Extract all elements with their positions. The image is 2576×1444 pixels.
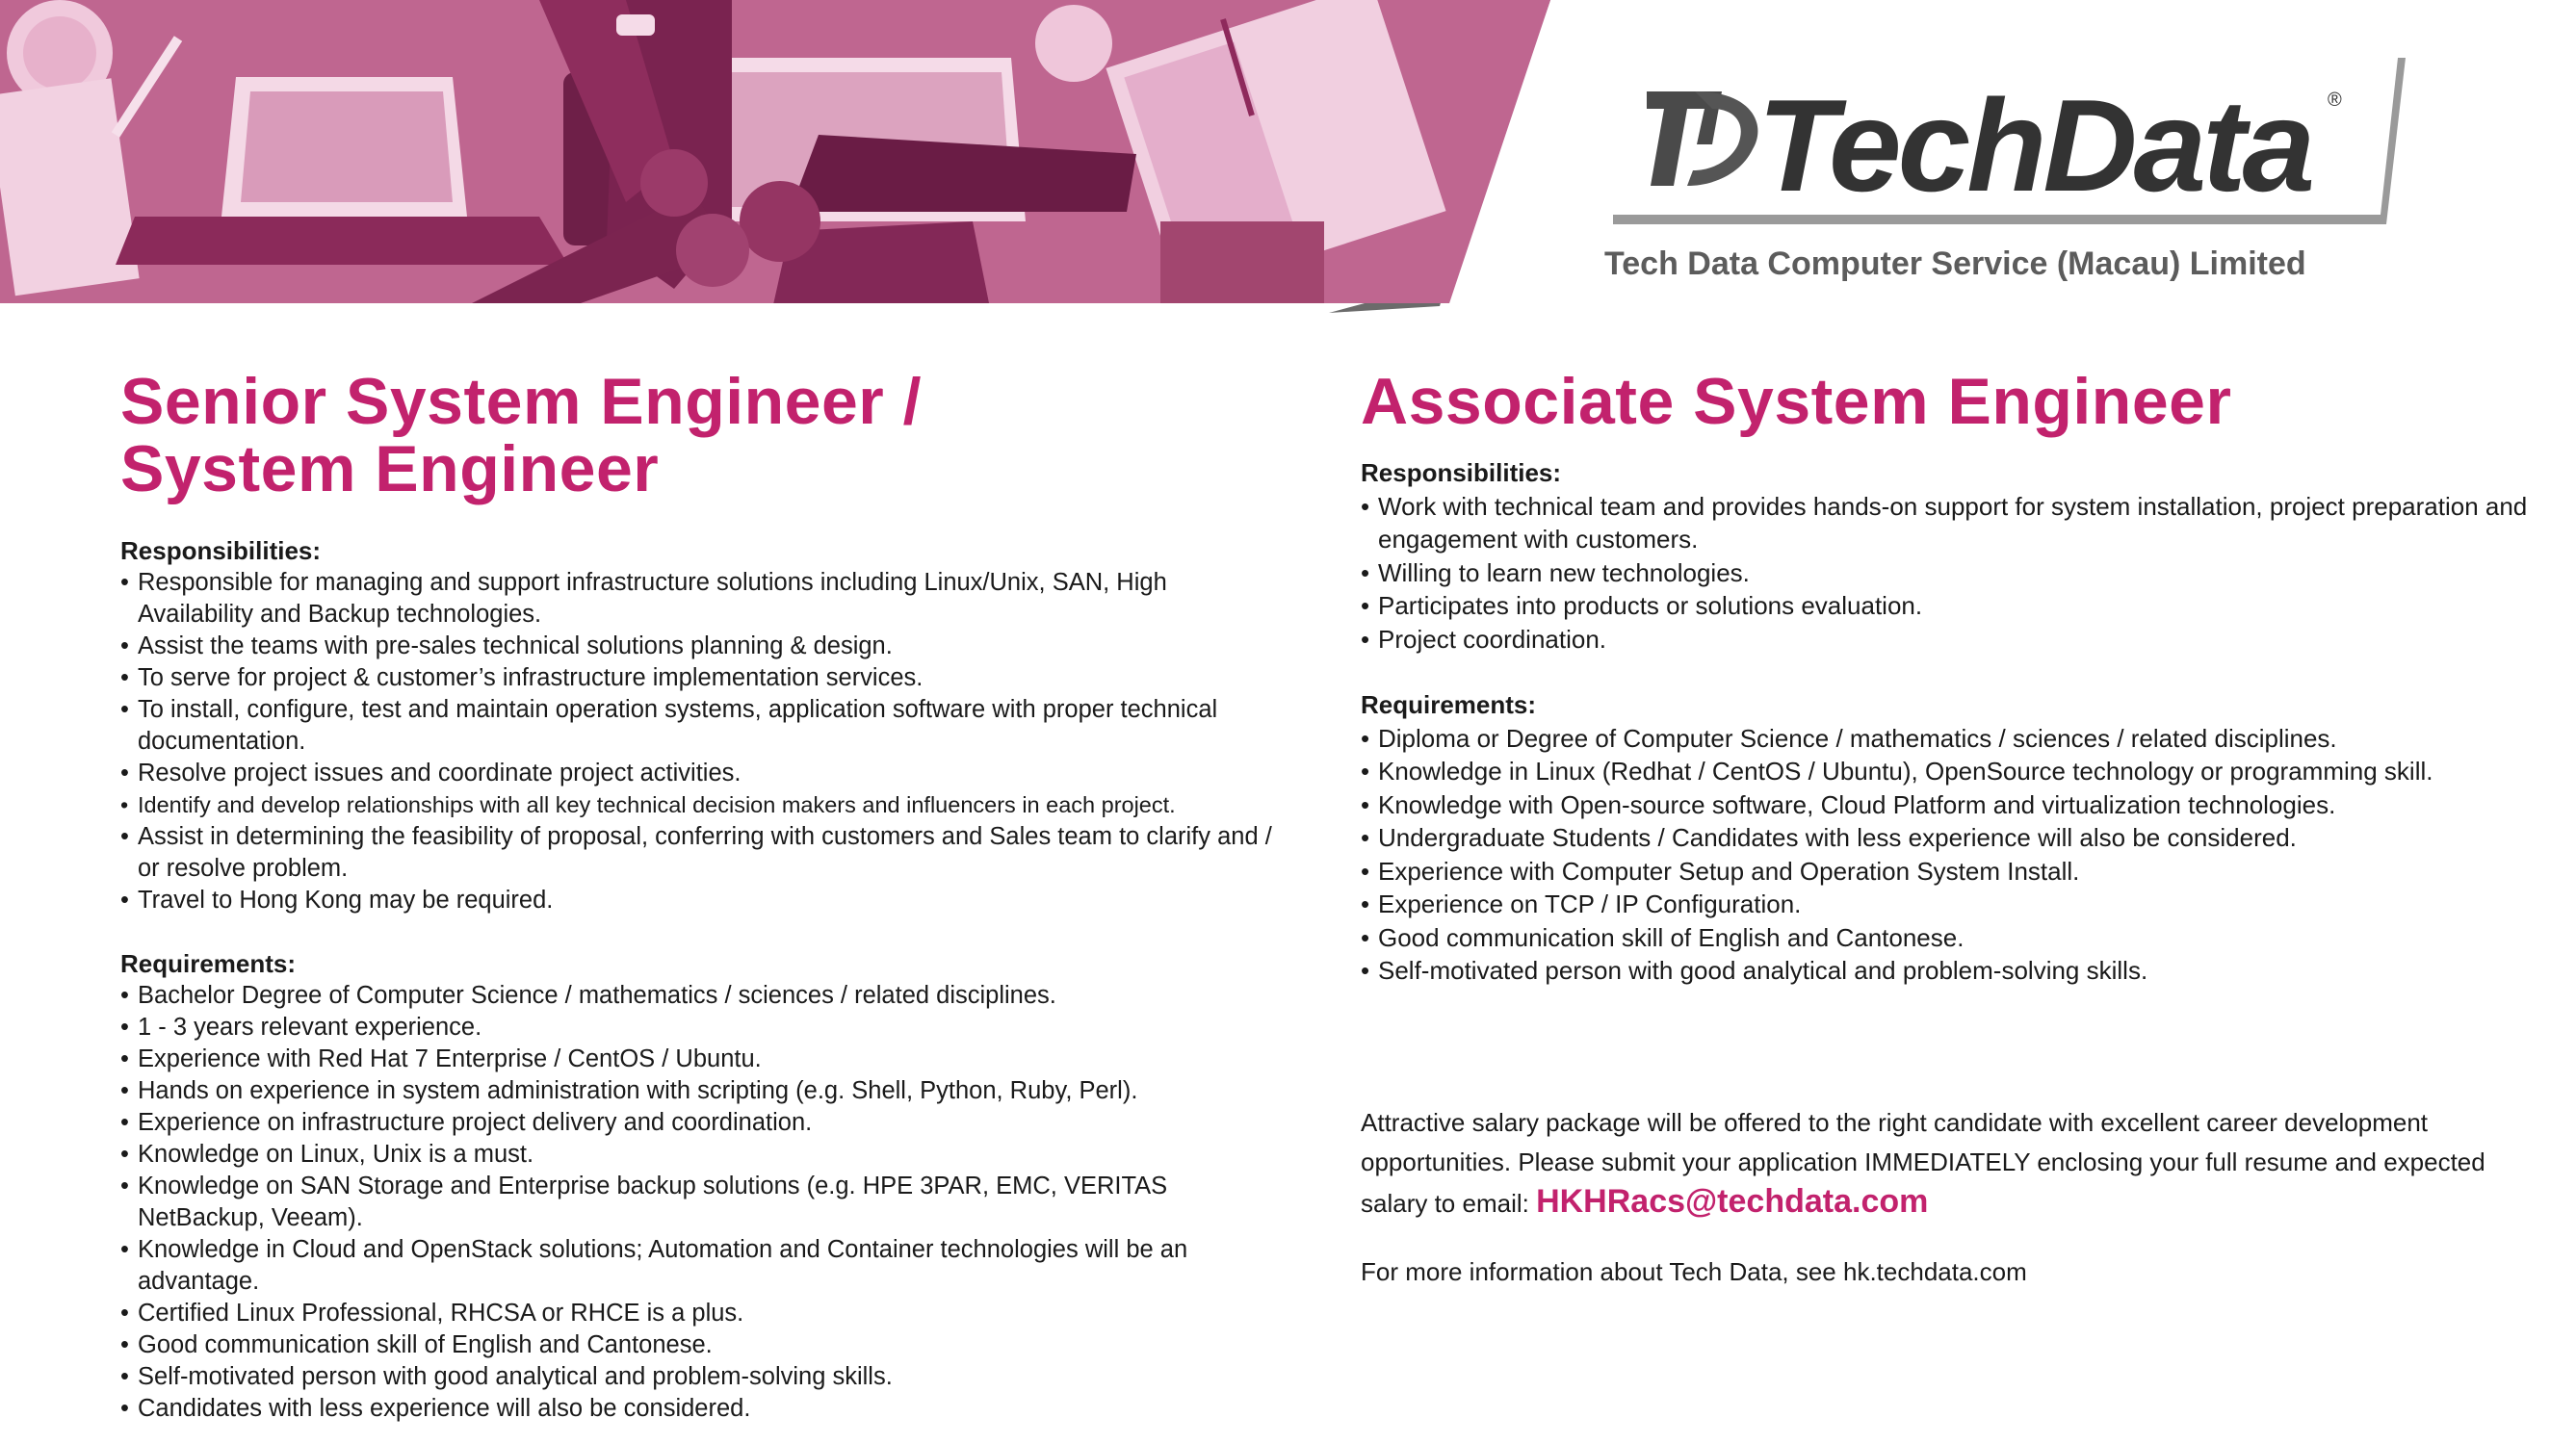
list-item: • Work with technical team and provides hands-on support for system installation, project preparation and engagement with customers.: [1361, 490, 2555, 556]
list-item: • To install, configure, test and maintain operation systems, application software with proper technical documentation.: [120, 694, 1276, 758]
requirements-list: [1361, 722, 2555, 988]
list-item: • Certified Linux Professional, RHCSA or RHCE is a plus.: [120, 1298, 1276, 1329]
list-item: • Participates into products or solutions evaluation.: [1361, 589, 2555, 623]
list-item: • Experience with Computer Setup and Operation System Install.: [1361, 855, 2555, 889]
requirements-heading: Requirements:: [120, 949, 297, 978]
more-info-text: For more information about Tech Data, see hk.techdata.com: [1361, 1256, 2027, 1286]
responsibilities-heading: Responsibilities:: [1361, 458, 1562, 487]
salary-text: Attractive salary package will be offered to the right candidate with excellent career development opportunities. Please submit your application IMMEDIATELY enclosing your full resume and expected salary to email:: [1361, 1107, 2485, 1218]
list-item: • Experience on TCP / IP Configuration.: [1361, 888, 2555, 921]
list-item: • 1 - 3 years relevant experience.: [120, 1012, 1276, 1044]
list-item: • Willing to learn new technologies.: [1361, 556, 2555, 590]
associate-engineer-posting: [1361, 365, 2555, 1292]
list-item: • Diploma or Degree of Computer Science / mathematics / sciences / related disciplines.: [1361, 722, 2555, 756]
list-item: • Responsible for managing and support infrastructure solutions including Linux/Unix, SAN, High Availability and Backup technologies.: [120, 567, 1276, 631]
header-photo-banner: [0, 0, 1550, 318]
list-item: • Experience with Red Hat 7 Enterprise / CentOS / Ubuntu.: [120, 1044, 1276, 1075]
company-logo-block: [1599, 53, 2417, 303]
list-item: • Knowledge in Cloud and OpenStack solutions; Automation and Container technologies will be an advantage.: [120, 1234, 1276, 1298]
company-name: Tech Data Computer Service (Macau) Limited: [1604, 245, 2306, 282]
list-item: • Undergraduate Students / Candidates with less experience will also be considered.: [1361, 821, 2555, 855]
list-item: • Project coordination.: [1361, 623, 2555, 657]
list-item: • Identify and develop relationships with all key technical decision makers and influencers in each project.: [120, 789, 1276, 821]
job-title-senior: [120, 365, 1276, 505]
list-item: • Experience on infrastructure project delivery and coordination.: [120, 1107, 1276, 1139]
list-item: • Hands on experience in system administration with scripting (e.g. Shell, Python, Ruby, Perl).: [120, 1075, 1276, 1107]
job-title-associate: Associate System Engineer: [1361, 365, 2232, 438]
logo-wordmark: TechData: [1757, 72, 2312, 219]
responsibilities-list: [120, 567, 1276, 916]
application-info: [1361, 1103, 2555, 1224]
list-item: • Knowledge with Open-source software, Cloud Platform and virtualization technologies.: [1361, 788, 2555, 822]
responsibilities-list: [1361, 490, 2555, 657]
list-item: • Knowledge on Linux, Unix is a must.: [120, 1139, 1276, 1171]
responsibilities-heading: Responsibilities:: [120, 536, 322, 565]
job-title-line-1: Senior System Engineer /: [120, 365, 923, 438]
list-item: • Candidates with less experience will also be considered.: [120, 1393, 1276, 1425]
list-item: • To serve for project & customer’s infrastructure implementation services.: [120, 662, 1276, 694]
email-link[interactable]: HKHRacs@techdata.com: [1536, 1182, 1929, 1220]
job-title-line-2: System Engineer: [120, 432, 660, 505]
list-item: • Self-motivated person with good analytical and problem-solving skills.: [1361, 954, 2555, 988]
list-item: • Assist the teams with pre-sales technical solutions planning & design.: [120, 631, 1276, 662]
list-item: • Good communication skill of English and Cantonese.: [120, 1329, 1276, 1361]
list-item: • Knowledge in Linux (Redhat / CentOS / Ubuntu), OpenSource technology or programming skill.: [1361, 755, 2555, 788]
senior-engineer-posting: [120, 365, 1276, 1425]
requirements-heading: Requirements:: [1361, 690, 1537, 719]
requirements-list: [120, 980, 1276, 1425]
registered-mark: ®: [2328, 90, 2342, 111]
list-item: • Good communication skill of English and Cantonese.: [1361, 921, 2555, 955]
list-item: • Knowledge on SAN Storage and Enterprise backup solutions (e.g. HPE 3PAR, EMC, VERITAS NetBackup, Veeam).: [120, 1171, 1276, 1234]
list-item: • Self-motivated person with good analytical and problem-solving skills.: [120, 1361, 1276, 1393]
list-item: • Bachelor Degree of Computer Science / mathematics / sciences / related disciplines.: [120, 980, 1276, 1012]
list-item: • Resolve project issues and coordinate project activities.: [120, 758, 1276, 789]
list-item: • Travel to Hong Kong may be required.: [120, 885, 1276, 916]
list-item: • Assist in determining the feasibility of proposal, conferring with customers and Sales team to clarify and / or resolve problem.: [120, 821, 1276, 885]
